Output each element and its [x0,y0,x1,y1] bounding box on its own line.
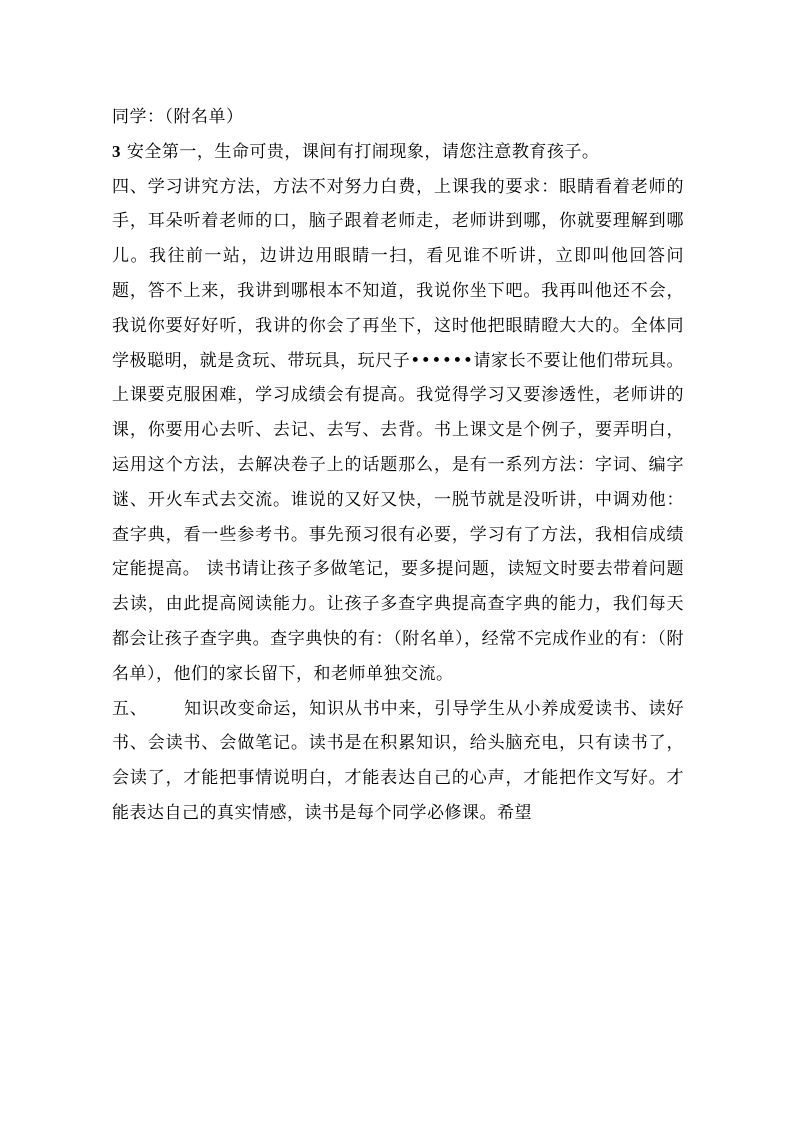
paragraph-section-4 [112,170,684,692]
paragraph-section-5 [112,692,684,831]
text-study-methods: 四、学习讲究方法，方法不对努力白费，上课我的要求：眼睛看着老师的手，耳朵听着老师的口，脑子跟着老师走，老师讲到哪，你就要理解到哪儿。我往前一站，边讲边用眼睛一扫，看见谁不听讲，立即叫他回答问题，答不上来，我讲到哪根本不知道，我说你坐下吧。我再叫他还不会，我说你要好好听，我讲的你会了再坐下，这时他把眼睛瞪大大的。全体同学极聪明，就是贪玩、带玩具，玩尺子••••••请家长不要让他们带玩具。上课要克服困难，学习成绩会有提高。我觉得学习又要渗透性，老师讲的课，你要用心去听、去记、去写、去背。书上课文是个例子，要弄明白，运用这个方法，去解决卷子上的话题那么，是有一系列方法：字词、编字谜、开火车式去交流。谁说的又好又快，一脱节就是没听讲，中调劝他：查字典，看一些参考书。事先预习很有必要，学习有了方法，我相信成绩定能提高。 读书请让孩子多做笔记，要多提问题，读短文时要去带着问题去读，由此提高阅读能力。让孩子多查字典提高查字典的能力，我们每天都会让孩子查字典。查字典快的有：（附名单），经常不完成作业的有：（附名单），他们的家长留下，和老师单独交流。 [112,176,684,684]
document-page [112,100,684,831]
paragraph-item-3 [112,135,684,170]
section-5-label: 五、 [112,698,148,719]
text-classmates-list: 同学：（附名单） [112,107,244,127]
paragraph-line-1 [112,100,684,135]
text-safety-note: 安全第一，生命可贵，课间有打闹现象，请您注意教育孩子。 [121,141,600,162]
item-number-3: 3 [112,141,121,161]
text-knowledge-reading: 知识改变命运，知识从书中来，引导学生从小养成爱读书、读好书、会读书、会做笔记。读书是在积累知识，给头脑充电，只有读书了，会读了，才能把事情说明白，才能表达自己的心声，才能把作文写好。才能表达自己的真实情感，读书是每个同学必修课。希望 [112,698,684,823]
